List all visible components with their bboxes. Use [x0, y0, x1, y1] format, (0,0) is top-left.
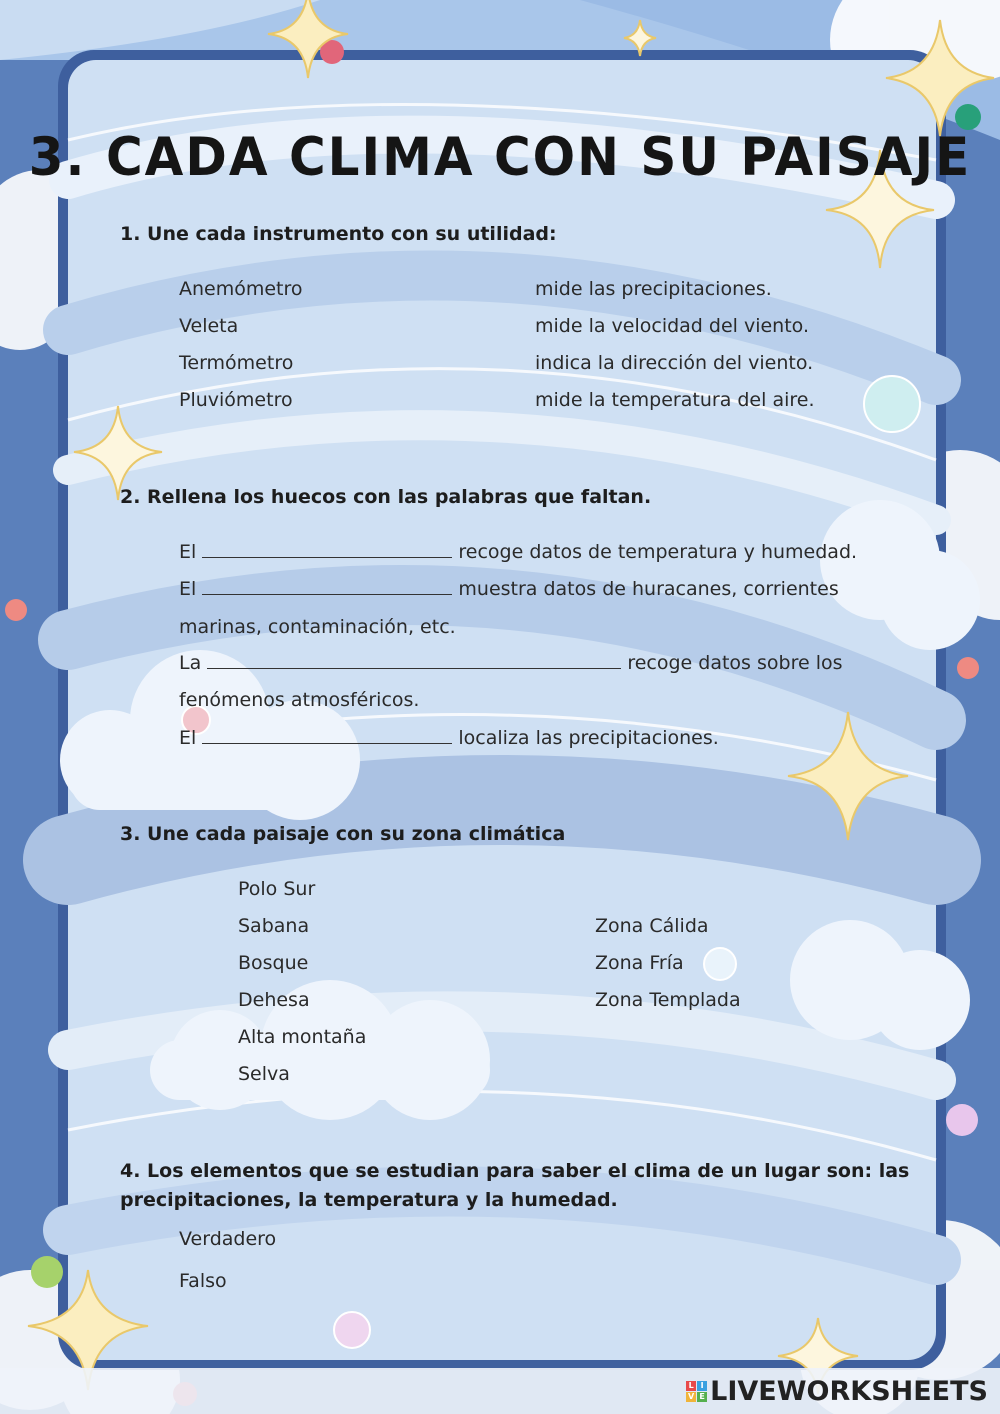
q3-landscape-1[interactable]: Polo Sur [238, 878, 316, 900]
q3-zone-3[interactable]: Zona Templada [595, 989, 741, 1011]
q2-sentence-1 [179, 541, 857, 563]
q3-zone-2[interactable]: Zona Fría [595, 952, 684, 974]
q3-landscape-3[interactable]: Bosque [238, 952, 309, 974]
q3-landscape-4[interactable]: Dehesa [238, 989, 310, 1011]
q1-use-1[interactable]: mide las precipitaciones. [535, 278, 772, 300]
q1-use-2[interactable]: mide la velocidad del viento. [535, 315, 810, 337]
q1-use-4[interactable]: mide la temperatura del aire. [535, 389, 815, 411]
q2-sentence-2 [179, 578, 839, 600]
question-1-prompt: 1. Une cada instrumento con su utilidad: [120, 223, 557, 245]
q2-sentence-2-start: El [179, 578, 197, 600]
question-4-prompt-line-2: precipitaciones, la temperatura y la humedad. [120, 1189, 618, 1211]
q2-blank-4[interactable] [202, 729, 452, 744]
question-2-prompt: 2. Rellena los huecos con las palabras que faltan. [120, 486, 652, 508]
q2-sentence-3-end: recoge datos sobre los [627, 652, 843, 674]
q2-sentence-4 [179, 727, 719, 749]
question-4-prompt-line-1: 4. Los elementos que se estudian para saber el clima de un lugar son: las [120, 1160, 910, 1182]
q1-instrument-2[interactable]: Veleta [179, 315, 239, 337]
q4-option-true[interactable]: Verdadero [179, 1228, 277, 1250]
q2-blank-3[interactable] [207, 654, 621, 669]
q2-sentence-1-start: El [179, 541, 197, 563]
q2-sentence-4-end: localiza las precipitaciones. [458, 727, 719, 749]
q3-landscape-6[interactable]: Selva [238, 1063, 290, 1085]
q2-blank-2[interactable] [202, 580, 452, 595]
q1-use-3[interactable]: indica la dirección del viento. [535, 352, 814, 374]
q2-sentence-4-start: El [179, 727, 197, 749]
q1-instrument-1[interactable]: Anemómetro [179, 278, 303, 300]
liveworksheets-wordmark: LIVEWORKSHEETS [710, 1375, 988, 1407]
question-3-prompt: 3. Une cada paisaje con su zona climática [120, 823, 566, 845]
q2-sentence-3-continuation: fenómenos atmosféricos. [179, 689, 420, 711]
q3-landscape-5[interactable]: Alta montaña [238, 1026, 367, 1048]
q2-blank-1[interactable] [202, 543, 452, 558]
q2-sentence-3-start: La [179, 652, 202, 674]
liveworksheets-mark-icon: L I V E [686, 1381, 707, 1402]
q2-sentence-2-end: muestra datos de huracanes, corrientes [458, 578, 839, 600]
q2-sentence-2-continuation: marinas, contaminación, etc. [179, 616, 456, 638]
q3-landscape-2[interactable]: Sabana [238, 915, 310, 937]
q4-option-false[interactable]: Falso [179, 1270, 227, 1292]
liveworksheets-logo [686, 1376, 988, 1406]
q2-sentence-1-end: recoge datos de temperatura y humedad. [458, 541, 858, 563]
page-title: 3. CADA CLIMA CON SU PAISAJE [28, 126, 972, 188]
q3-zone-1[interactable]: Zona Cálida [595, 915, 709, 937]
q2-sentence-3 [179, 652, 843, 674]
q1-instrument-4[interactable]: Pluviómetro [179, 389, 293, 411]
q1-instrument-3[interactable]: Termómetro [179, 352, 294, 374]
